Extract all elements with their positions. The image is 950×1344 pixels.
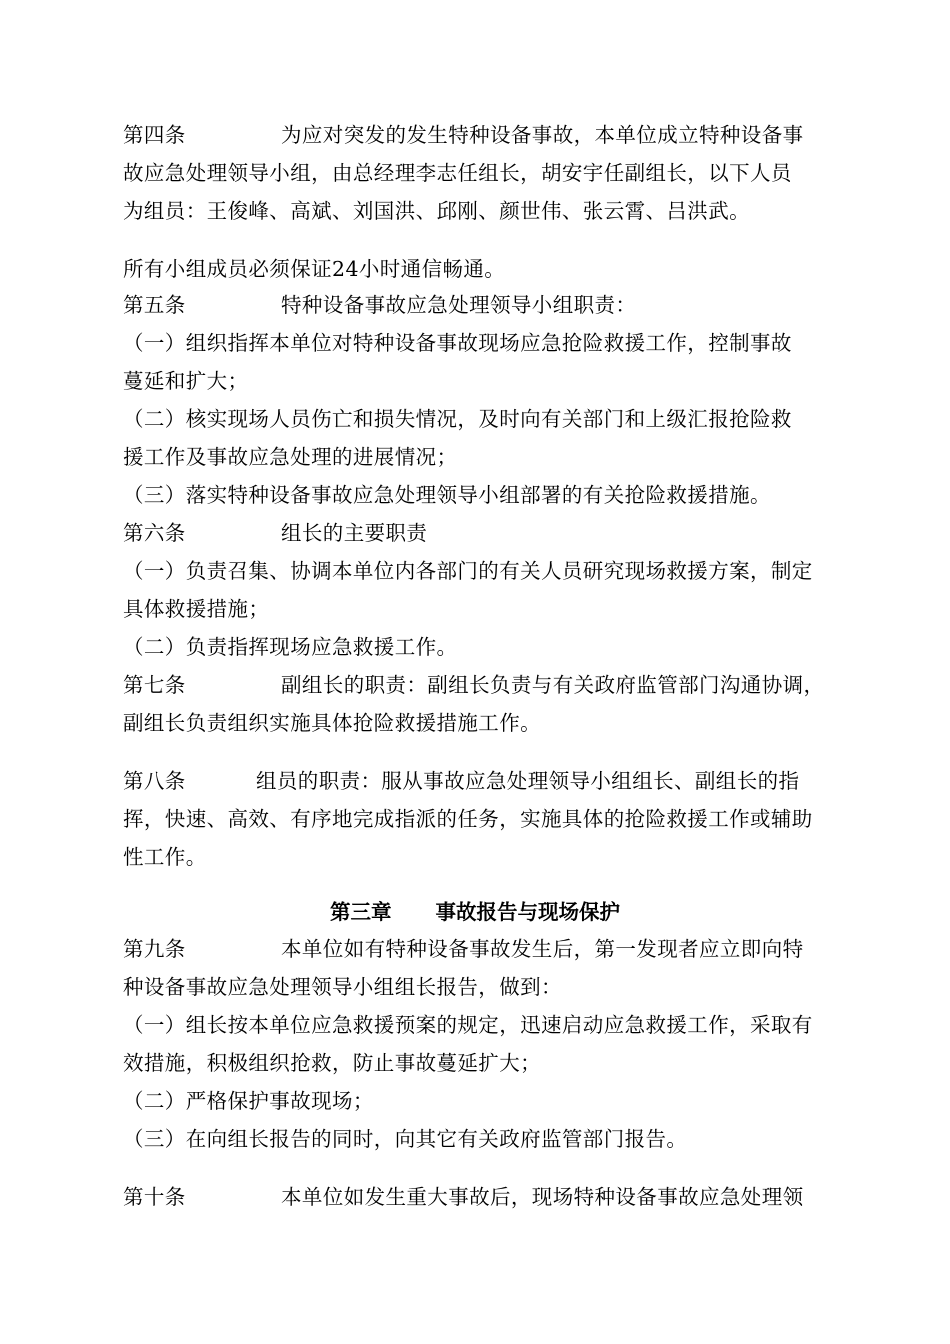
article-9-line-1 (123, 935, 835, 963)
article-6-label: 第六条 (123, 521, 186, 545)
article-9-item-3: （三）在向组长报告的同时，向其它有关政府监管部门报告。 (123, 1127, 688, 1151)
article-5-line-1 (123, 291, 835, 319)
article-10-text: 本单位如发生重大事故后，现场特种设备事故应急处理领 (281, 1185, 804, 1209)
chapter-3-number: 第三章 (330, 900, 392, 924)
article-6-item-1-line-1: （一）负责召集、协调本单位内各部门的有关人员研究现场救援方案，制定 (123, 559, 813, 583)
article-10-line-1 (123, 1183, 835, 1211)
article-9-label: 第九条 (123, 937, 186, 961)
article-5-item-3: （三）落实特种设备事故应急处理领导小组部署的有关抢险救援措施。 (123, 483, 771, 507)
article-9-line-2: 种设备事故应急处理领导小组组长报告，做到： (123, 975, 562, 999)
article-8-line-3: 性工作。 (123, 845, 207, 869)
article-9-item-2: （二）严格保护事故现场； (123, 1089, 374, 1113)
article-9-item-1-line-2: 效措施，积极组织抢救，防止事故蔓延扩大； (123, 1051, 541, 1075)
chapter-3-heading (0, 898, 950, 926)
article-8-label: 第八条 (123, 769, 186, 793)
article-7-label: 第七条 (123, 673, 186, 697)
article-9-item-1-line-1: （一）组长按本单位应急救援预案的规定，迅速启动应急救援工作，采取有 (123, 1013, 813, 1037)
article-6-item-2: （二）负责指挥现场应急救援工作。 (123, 635, 458, 659)
article-7-text: 副组长的职责：副组长负责与有关政府监管部门沟通协调， (281, 673, 825, 697)
article-6-item-1-line-2: 具体救援措施； (123, 597, 270, 621)
article-6-line-1 (123, 519, 835, 547)
article-5-item-2-line-2: 援工作及事故应急处理的进展情况； (123, 445, 458, 469)
article-8-line-2: 挥，快速、高效、有序地完成指派的任务，实施具体的抢险救援工作或辅助 (123, 807, 813, 831)
article-8-line-1 (123, 767, 835, 795)
article-5-item-2-line-1: （二）核实现场人员伤亡和损失情况，及时向有关部门和上级汇报抢险救 (123, 407, 792, 431)
chapter-3-title: 事故报告与现场保护 (435, 900, 620, 924)
communication-note: 所有小组成员必须保证24小时通信畅通。 (123, 257, 506, 281)
article-10-label: 第十条 (123, 1185, 186, 1209)
article-4-label: 第四条 (123, 123, 186, 147)
article-4-line-2: 故应急处理领导小组，由总经理李志任组长，胡安宇任副组长，以下人员 (123, 161, 792, 185)
article-6-heading: 组长的主要职责 (281, 521, 428, 545)
article-5-heading: 特种设备事故应急处理领导小组职责： (281, 293, 637, 317)
article-4-line-1 (123, 121, 835, 149)
article-5-label: 第五条 (123, 293, 186, 317)
article-9-text: 本单位如有特种设备事故发生后，第一发现者应立即向特 (281, 937, 804, 961)
article-5-item-1-line-2: 蔓延和扩大； (123, 369, 249, 393)
article-5-item-1-line-1: （一）组织指挥本单位对特种设备事故现场应急抢险救援工作，控制事故 (123, 331, 792, 355)
article-7-line-1 (123, 671, 835, 699)
article-4-line-3: 为组员：王俊峰、高斌、刘国洪、邱刚、颜世伟、张云霄、吕洪武。 (123, 199, 750, 223)
article-7-line-2: 副组长负责组织实施具体抢险救援措施工作。 (123, 711, 541, 735)
article-4-text: 为应对突发的发生特种设备事故，本单位成立特种设备事 (281, 123, 804, 147)
article-8-text: 组员的职责：服从事故应急处理领导小组组长、副组长的指 (256, 769, 800, 793)
